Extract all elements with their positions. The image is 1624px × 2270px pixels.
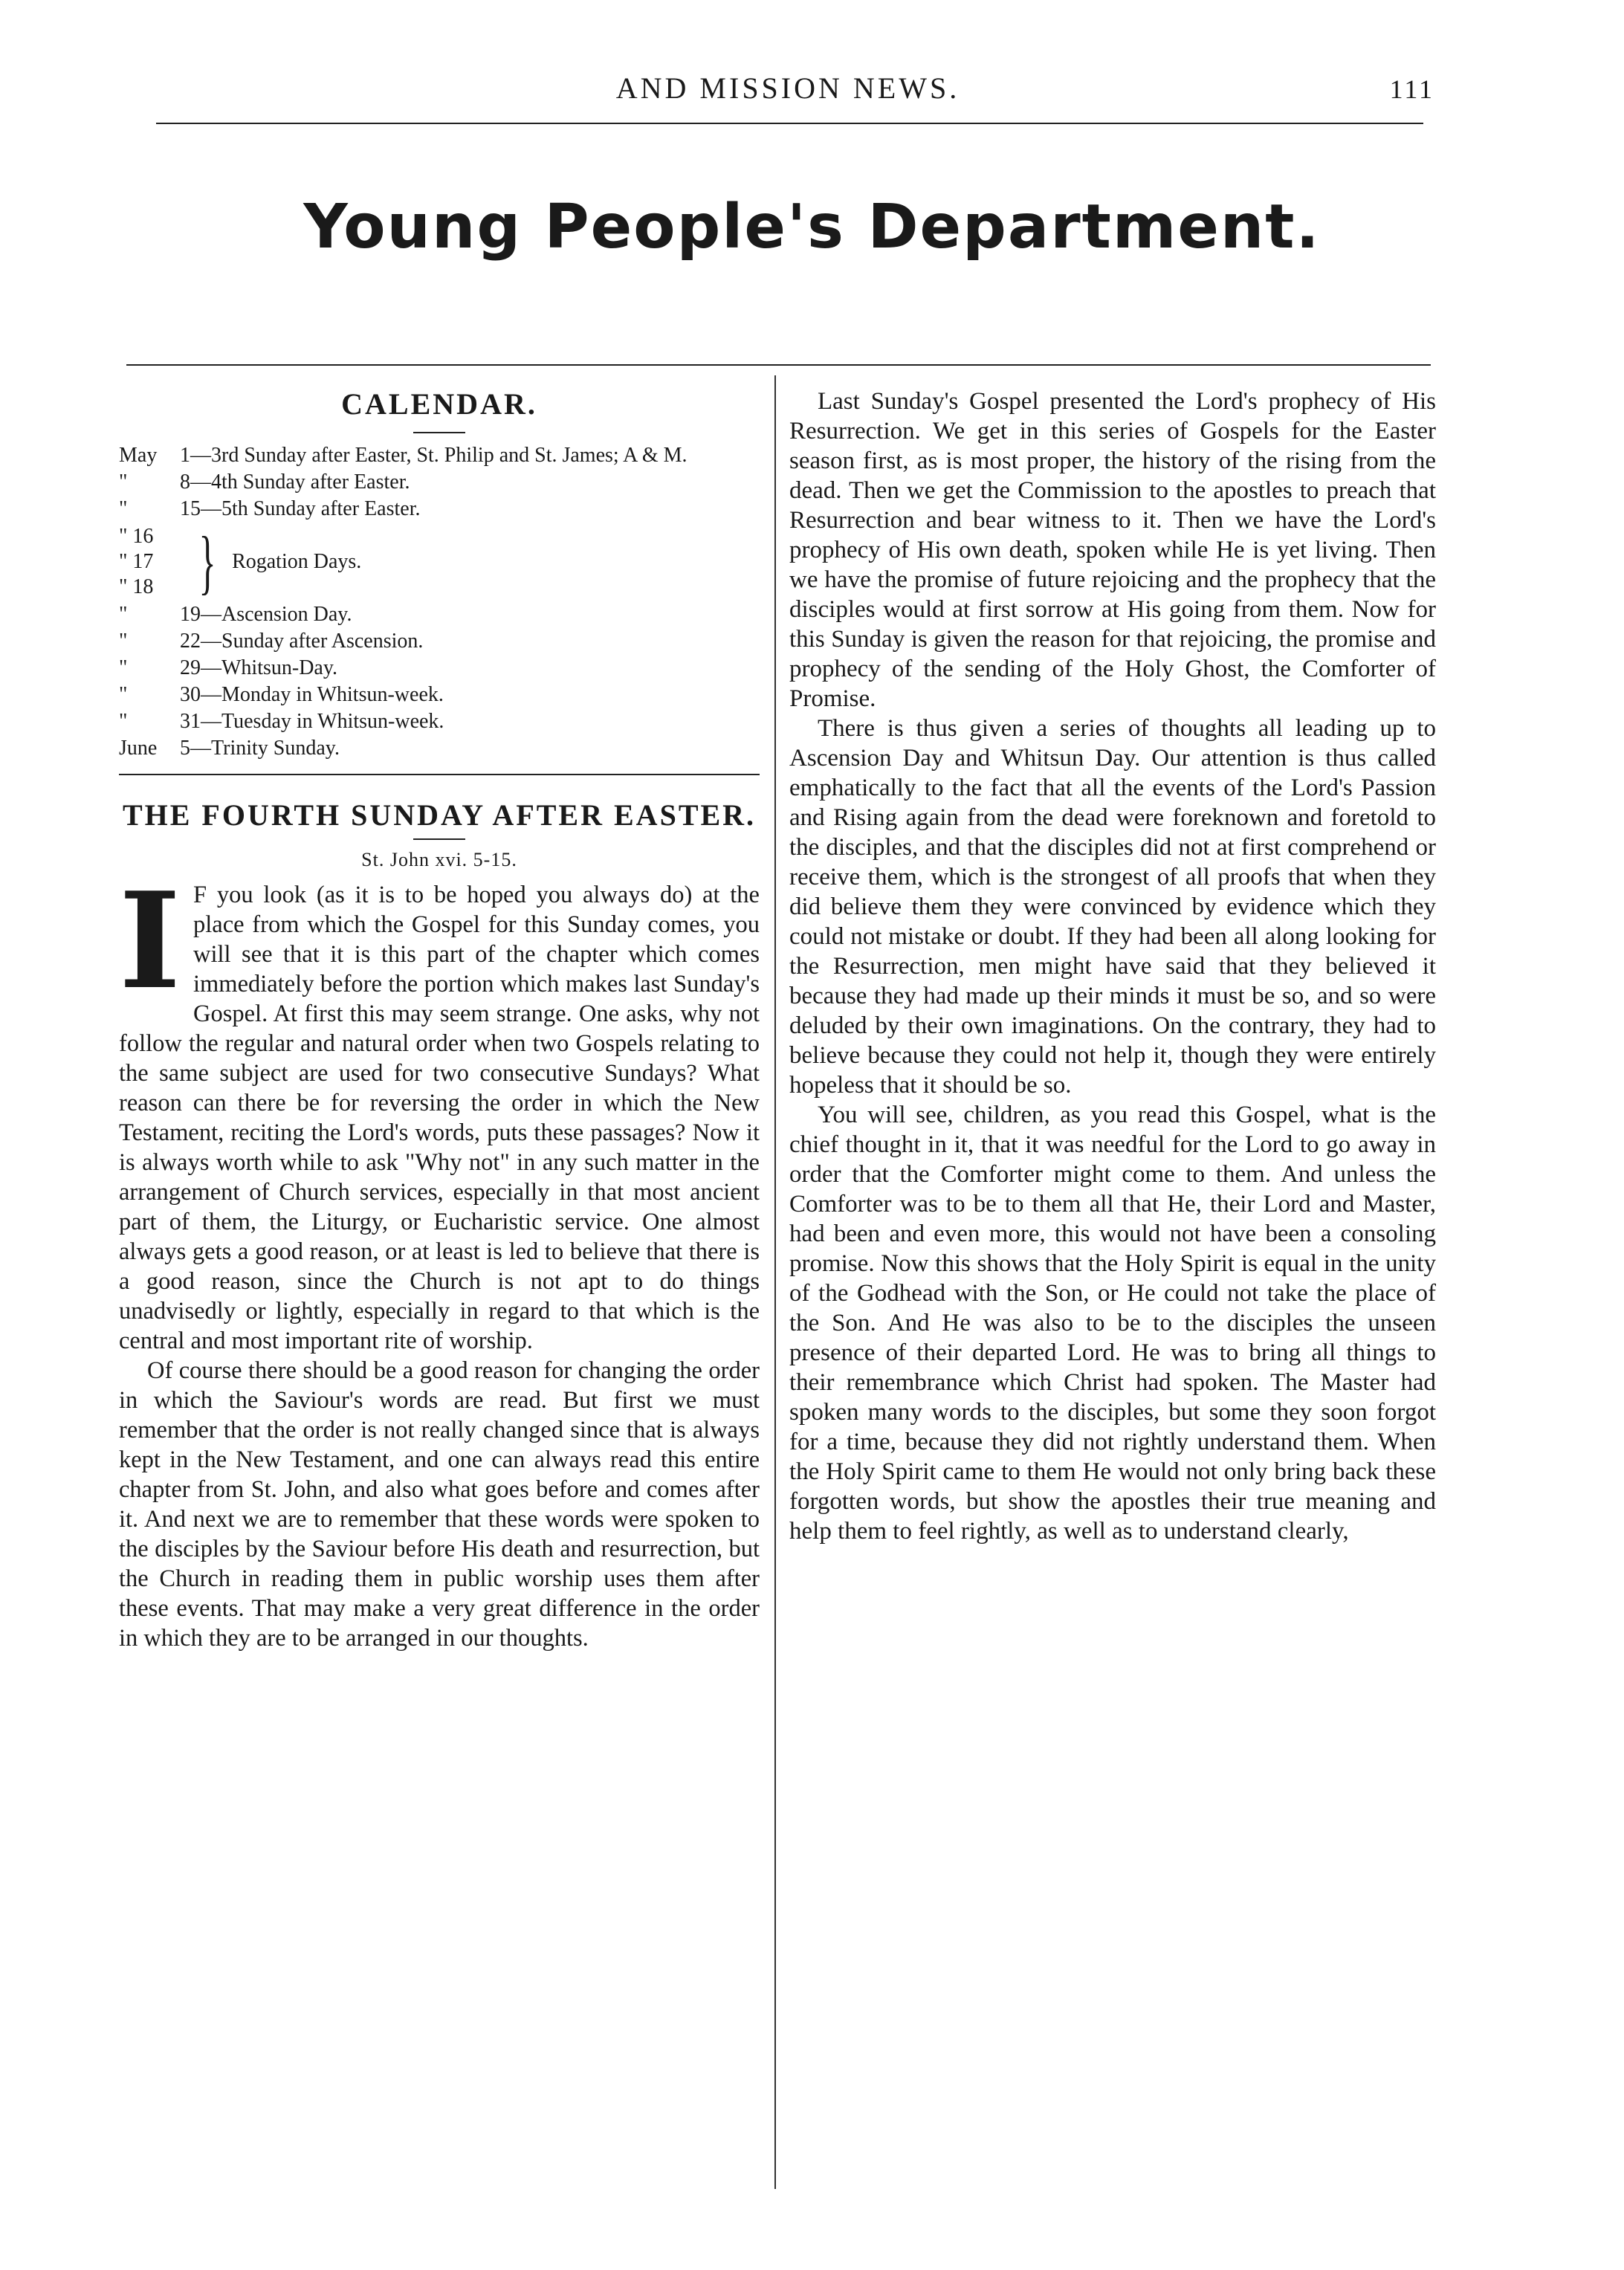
header-rule bbox=[156, 123, 1423, 124]
calendar-text: 19—Ascension Day. bbox=[180, 603, 352, 626]
scripture-reference: St. John xvi. 5-15. bbox=[361, 849, 517, 870]
calendar-month: " bbox=[119, 656, 128, 679]
calendar-entry bbox=[119, 735, 760, 762]
calendar-entry bbox=[119, 655, 760, 682]
right-column bbox=[789, 387, 1436, 1546]
page-number: 111 bbox=[1389, 74, 1434, 104]
rogation-days-group bbox=[119, 524, 760, 600]
rogation-day: " 16 bbox=[119, 525, 154, 548]
article-title-rule bbox=[413, 838, 465, 840]
calendar-entry bbox=[119, 628, 760, 655]
drop-cap: I bbox=[119, 863, 181, 1018]
article-title: THE FOURTH SUNDAY AFTER EASTER. bbox=[122, 798, 757, 832]
calendar-text: 5—Trinity Sunday. bbox=[180, 737, 340, 760]
running-head: AND MISSION NEWS. bbox=[615, 71, 960, 105]
rogation-label: Rogation Days. bbox=[232, 550, 362, 573]
page-header bbox=[141, 71, 1434, 115]
calendar-month: " bbox=[119, 471, 128, 494]
calendar-month: " bbox=[119, 710, 128, 733]
paragraph: There is thus given a series of thoughts all leading up to Ascension Day and Whitsun Day. Our attention is thus called emphatically to the fact that all the events of the Lord's Passion and Rising again from the dead were foreknown and foretold to the disciples, and that the disciples did not at first comprehend or receive them, which is the strongest of all proofs that when they did believe them they were convinced by evidence which they could not mistake or doubt. If they had been all along looking for the Resurrection, men might have said that they believed it because they had made up their minds it must be so, and so were deluded by their own imaginations. On the contrary, they had to believe because they could not help it, though they were entirely hopeless that it should be so. bbox=[789, 715, 1436, 1099]
paragraph bbox=[119, 863, 760, 1356]
calendar-text: 8—4th Sunday after Easter. bbox=[180, 471, 410, 494]
calendar-entry bbox=[119, 469, 760, 496]
calendar-month: May bbox=[119, 444, 158, 467]
paragraph: Last Sunday's Gospel presented the Lord's prophecy of His Resurrection. We get in this series of Gospels for the Easter season first, as is most proper, the history of the rising from the dead. Then we get the Commission to the apostles to preach that Resurrection and bear witness to it. Then we have the Lord's prophecy of His own death, spoken while He is yet living. Then we have the promise of future rejoicing and the prophecy that the disciples would at first sorrow at His going from them. Now for this Sunday is given the reason for that rejoicing, the promise and prophecy of the sending of the Holy Ghost, the Comforter of Promise. bbox=[789, 388, 1436, 712]
paragraph-text: F you look (as it is to be hoped you always do) at the place from which the Gospel for this Sunday comes, you will see that it is this part of the chapter which comes immediately before the portion which makes last Sunday's Gospel. At first this may seem strange. One asks, why not follow the regular and natural order when two Gospels relating to the same subject are used for two consecutive Sundays? What reason can there be for reversing the order in which the New Testament, reciting the Lord's words, puts these passages? Now it is always worth while to ask "Why not" in any such matter in the arrangement of Church services, especially in that most ancient part of them, the Liturgy, or Eucharistic service. One almost always gets a good reason, or at least is led to believe that there is a good reason, since the Church is not apt to do things unadvisedly or lightly, especially in regard to that which is the central and most important rite of worship. bbox=[119, 882, 760, 1354]
paragraph: Of course there should be a good reason for changing the order in which the Saviour's words are read. But first we must remember that the order is not really changed since that is always kept in the New Testament, and one can always read this entire chapter from St. John, and also what goes before and comes after it. And next we are to remember that these words were spoken to the disciples by the Saviour before His death and resurrection, but the Church in reading them in public worship uses them after these events. That may make a very great difference in the order in which they are to be arranged in our thoughts. bbox=[119, 1357, 760, 1652]
calendar-text: 30—Monday in Whitsun-week. bbox=[180, 683, 444, 706]
rogation-day: " 17 bbox=[119, 550, 154, 573]
calendar-end-rule bbox=[119, 774, 760, 775]
calendar-month: " bbox=[119, 497, 128, 520]
calendar-text: 1—3rd Sunday after Easter, St. Philip and St. James; A & M. bbox=[180, 444, 688, 467]
column-divider bbox=[774, 375, 776, 2189]
article-body-right bbox=[789, 387, 1436, 1546]
calendar-entry bbox=[119, 708, 760, 735]
calendar-list bbox=[119, 442, 760, 762]
calendar-entry bbox=[119, 682, 760, 708]
department-title: Young People's Department. bbox=[303, 192, 1321, 262]
calendar-text: 15—5th Sunday after Easter. bbox=[180, 497, 421, 520]
calendar-entry bbox=[119, 601, 760, 628]
article-body-left bbox=[119, 863, 760, 1653]
brace-glyph: } bbox=[198, 522, 216, 601]
calendar-text: 22—Sunday after Ascension. bbox=[180, 630, 424, 653]
calendar-month: " bbox=[119, 630, 128, 653]
calendar-month: " bbox=[119, 603, 128, 626]
paragraph: You will see, children, as you read this Gospel, what is the chief thought in it, that it was needful for the Lord to go away in order that the Comforter might come to them. And unless the Comforter was to be to them all that He, their Lord and Master, had been and even more, this would not have been a consoling promise. Now this shows that the Holy Spirit is equal in the unity of the Godhead with the Son, or He could not take the place of the Son. And He was also to be to the disciples the unseen presence of their departed Lord. He was to bring all things to their remembrance which Christ had spoken. The Master had spoken many words to the disciples, but some they soon forgot for a time, because they did not rightly understand them. When the Holy Spirit came to them He would not only bring back these forgotten words, but show the apostles their true meaning and help them to feel rightly, as well as to understand clearly, bbox=[789, 1102, 1436, 1545]
calendar-month: June bbox=[119, 737, 158, 760]
rogation-day-numbers bbox=[119, 524, 180, 600]
section-rule bbox=[126, 364, 1431, 366]
calendar-month: " bbox=[119, 683, 128, 706]
left-column bbox=[119, 387, 760, 1653]
calendar-text: 29—Whitsun-Day. bbox=[180, 656, 338, 679]
calendar-heading: CALENDAR. bbox=[341, 387, 537, 421]
rogation-day: " 18 bbox=[119, 575, 154, 598]
calendar-heading-rule bbox=[413, 432, 465, 433]
calendar-text: 31—Tuesday in Whitsun-week. bbox=[180, 710, 444, 733]
calendar-entry bbox=[119, 496, 760, 523]
calendar-entry bbox=[119, 442, 760, 469]
